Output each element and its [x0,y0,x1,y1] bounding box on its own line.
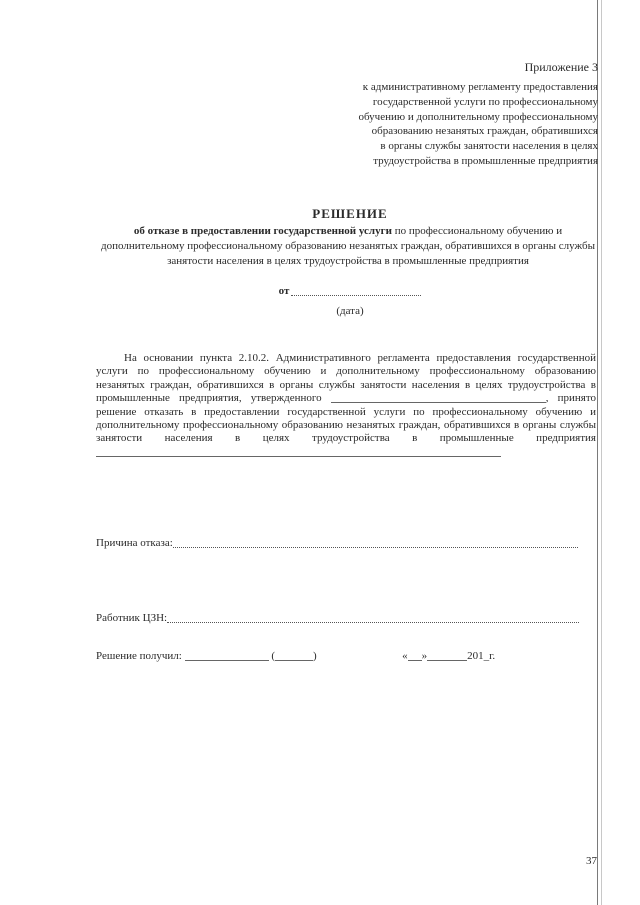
date-prefix: от [278,285,290,297]
reason-blank[interactable] [173,547,578,548]
body-part-1: На основании пункта 2.10.2. Административного регламента предоставления государственной услуги по профессиональному обучению и дополнительному профессиональному образованию незанятых граждан, обратившихся в органы службы занятости населения в целях трудоустройства в промышленные предприятия, утвержденного [96,352,596,405]
body-end-blank[interactable] [96,456,501,457]
page-number: 37 [586,855,597,867]
date-blank[interactable] [291,295,421,296]
received-label: Решение получил: [96,650,182,662]
approval-blank[interactable] [331,402,546,403]
reason-field [96,537,578,549]
regulation-reference [298,80,598,169]
appendix-label: Приложение 3 [524,60,598,74]
paren-open: ( [271,650,275,662]
decision-body [96,352,596,459]
quote-close: » [421,650,428,662]
regulation-line: обучению и дополнительному профессиональному [358,110,598,123]
scan-border-line-secondary [601,0,602,905]
name-blank[interactable] [275,660,313,661]
regulation-line: трудоустройства в промышленные предприятия [373,154,598,167]
quote-open: « [402,650,408,662]
regulation-line: в органы службы занятости населения в целях [380,140,598,153]
worker-field [96,612,579,624]
subtitle-rest: по профессиональному обучению и дополнительному профессиональному образованию незанятых граждан, обратившихся в органы службы занятости населения в целях трудоустройства в промышленные предприятия [101,225,595,267]
day-blank[interactable] [408,660,422,661]
paren-close: ) [312,650,317,662]
received-row [96,650,596,662]
body-part-2: , принято решение отказать в предоставлении государственной услуги по профессиональному обучению и дополнительному профессиональному образованию незанятых граждан, обратившихся в органы службы занятости населения в целях трудоустройства в промышленные предприятия [96,392,596,445]
regulation-line: образованию незанятых граждан, обратившихся [371,125,598,138]
worker-blank[interactable] [167,622,579,623]
title-wrapper [0,206,640,222]
regulation-line: к административному регламенту предоставления [362,81,598,93]
document-title: РЕШЕНИЕ [312,206,388,221]
date-row [100,285,600,297]
reason-label: Причина отказа: [96,537,173,549]
date-caption: (дата) [336,305,364,317]
worker-label: Работник ЦЗН: [96,612,168,624]
signature-blank[interactable] [185,660,269,661]
document-subtitle [100,224,596,268]
subtitle-bold: об отказе в предоставлении государственной услуги [133,225,392,237]
year-text: 201_г. [467,650,496,662]
month-blank[interactable] [427,660,467,661]
regulation-line: государственной услуги по профессиональному [372,95,598,108]
